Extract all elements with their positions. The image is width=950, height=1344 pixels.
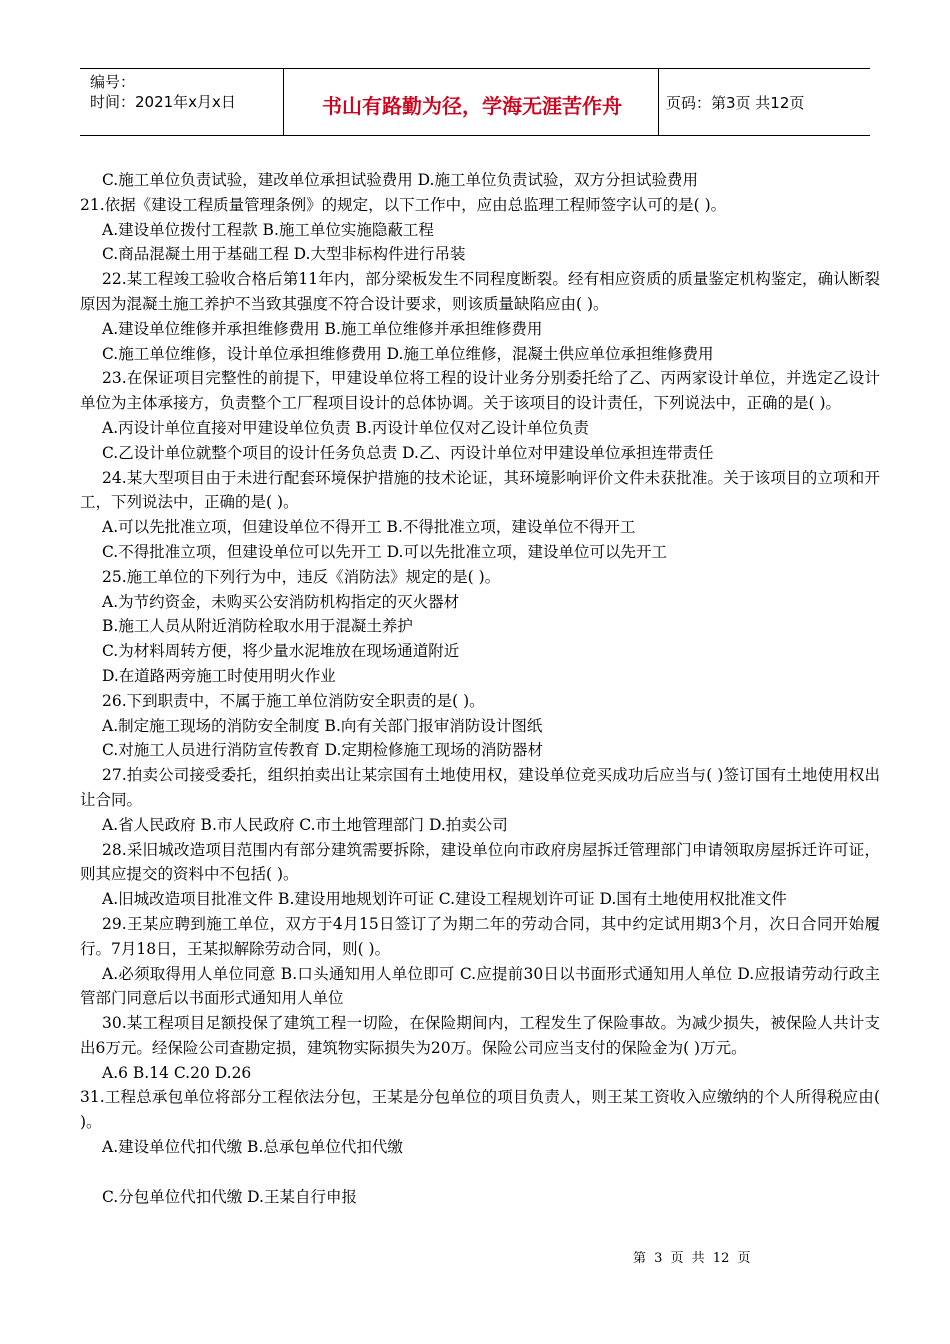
answer-option-line: A.可以先批准立项，但建设单位不得开工 B.不得批准立项，建设单位不得开工 [102, 518, 636, 537]
header-meta [90, 72, 236, 112]
header-motto: 书山有路勤为径，学海无涯苦作舟 [322, 94, 622, 118]
header-number-label: 编号： [90, 73, 136, 91]
answer-option-line: A.旧城改造项目批准文件 B.建设用地规划许可证 C.建设工程规划许可证 D.国有土地使用权批准文件 [102, 890, 787, 909]
question-25: 25.施工单位的下列行为中，违反《消防法》规定的是( )。 [102, 567, 501, 586]
answer-option-line: C.施工单位负责试验，建改单位承担试验费用 D.施工单位负责试验，双方分担试验费用 [102, 171, 698, 189]
answer-option-line: C.施工单位维修，设计单位承担维修费用 D.施工单位维修，混凝土供应单位承担维修费用 [102, 344, 714, 363]
answer-option-line: A.建设单位拨付工程款 B.施工单位实施隐蔽工程 [102, 220, 434, 239]
header-divider-right [658, 68, 659, 136]
answer-option-line: A.省人民政府 B.市人民政府 C.市土地管理部门 D.拍卖公司 [102, 815, 508, 834]
question-27: 27.拍卖公司接受委托，组织拍卖出让某宗国有土地使用权，建设单位竞买成功后应当与( )签订国有土地使用权出让合同。 [80, 766, 880, 809]
answer-option-line: C.分包单位代扣代缴 D.王某自行申报 [102, 1187, 357, 1206]
page-header [80, 68, 870, 136]
question-29: 29.王某应聘到施工单位，双方于4月15日签订了为期二年的劳动合同，其中约定试用期3个月，次日合同开始履行。7月18日，王某拟解除劳动合同，则( )。 [80, 914, 880, 958]
question-21: 21.依据《建设工程质量管理条例》的规定，以下工作中，应由总监理工程师签字认可的是( )。 [80, 195, 727, 214]
answer-option-line: C.不得批准立项，但建设单位可以先开工 D.可以先批准立项，建设单位可以先开工 [102, 542, 667, 561]
answer-option-line: A.制定施工现场的消防安全制度 B.向有关部门报审消防设计图纸 [102, 716, 543, 735]
answer-option-line: C.乙设计单位就整个项目的设计任务负总责 D.乙、丙设计单位对甲建设单位承担连带责任 [102, 443, 714, 462]
answer-option-line: A.为节约资金，未购买公安消防机构指定的灭火器材 [102, 592, 460, 611]
answer-option-line: A.建设单位代扣代缴 B.总承包单位代扣代缴 [102, 1138, 403, 1157]
header-divider-left [283, 68, 284, 136]
answer-option-line: C.对施工人员进行消防宣传教育 D.定期检修施工现场的消防器材 [102, 741, 543, 760]
answer-option-line: A.必须取得用人单位同意 B.口头通知用人单位即可 C.应提前30日以书面形式通知用人单位 D.应报请劳动行政主管部门同意后以书面形式通知用人单位 [80, 964, 880, 1008]
question-30: 30.某工程项目足额投保了建筑工程一切险，在保险期间内，工程发生了保险事故。为减少损失，被保险人共计支出6万元。经保险公司查勘定损，建筑物实际损失为20万。保险公司应当支付的保险金为( )万元。 [80, 1014, 880, 1057]
answer-option-line: C.为材料周转方便，将少量水泥堆放在现场通道附近 [102, 642, 460, 661]
question-23: 23.在保证项目完整性的前提下，甲建设单位将工程的设计业务分别委托给了乙、丙两家设计单位，并选定乙设计单位为主体承接方，负责整个工厂程项目设计的总体协调。关于该项目的设计责任，下列说法中，正确的是( )。 [80, 369, 880, 413]
answer-option-line: C.商品混凝土用于基础工程 D.大型非标构件进行吊装 [102, 245, 466, 264]
question-22: 22.某工程竣工验收合格后第11年内，部分梁板发生不同程度断裂。经有相应资质的质量鉴定机构鉴定，确认断裂原因为混凝土施工养护不当致其强度不符合设计要求，则该质量缺陷应由( )。 [80, 270, 880, 313]
answer-option-line: A.6 B.14 C.20 D.26 [102, 1063, 252, 1082]
header-page-info: 页码：第3页 共12页 [666, 94, 805, 112]
question-31: 31.工程总承包单位将部分工程依法分包，王某是分包单位的项目负责人，则王某工资收入应缴纳的个人所得税应由( )。 [80, 1088, 880, 1132]
page-footer: 第 3 页 共 12 页 [633, 1251, 751, 1266]
document-body [80, 168, 880, 1210]
answer-option-line: A.建设单位维修并承担维修费用 B.施工单位维修并承担维修费用 [102, 319, 543, 338]
question-26: 26.下到职责中，不属于施工单位消防安全职责的是( )。 [102, 691, 485, 710]
answer-option-line: A.丙设计单位直接对甲建设单位负责 B.丙设计单位仅对乙设计单位负责 [102, 418, 589, 437]
header-top-rule [80, 68, 870, 69]
header-bottom-rule [80, 135, 870, 136]
answer-option-line: B.施工人员从附近消防栓取水用于混凝土养护 [102, 617, 413, 636]
question-28: 28.采旧城改造项目范围内有部分建筑需要拆除，建设单位向市政府房屋拆迁管理部门申请领取房屋拆迁许可证，则其应提交的资料中不包括( )。 [80, 840, 880, 884]
question-24: 24.某大型项目由于未进行配套环境保护措施的技术论证，其环境影响评价文件未获批准。关于该项目的立项和开工，下列说法中，正确的是( )。 [80, 468, 880, 512]
blank-gap [80, 1160, 880, 1185]
header-date-label: 时间：2021年x月x日 [90, 93, 236, 111]
answer-option-line: D.在道路两旁施工时使用明火作业 [102, 666, 336, 685]
